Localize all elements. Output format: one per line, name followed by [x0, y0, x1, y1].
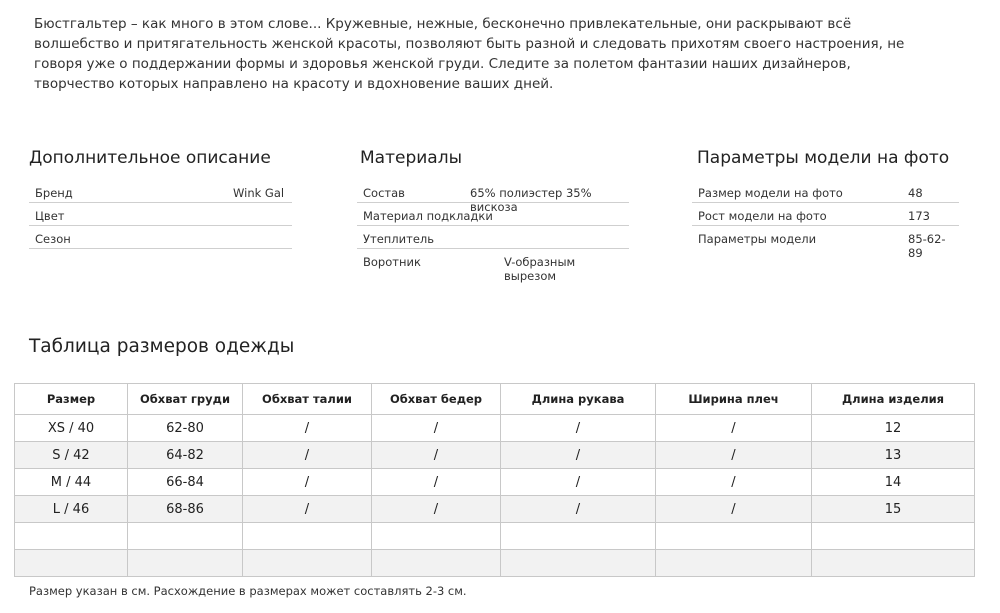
- table-cell: 68-86: [128, 496, 243, 523]
- model-value: 173: [908, 209, 930, 223]
- spec-label: Цвет: [35, 209, 65, 223]
- column-header-size: Размер: [15, 384, 128, 415]
- table-row: [15, 496, 975, 523]
- table-cell: /: [501, 469, 656, 496]
- model-label: Рост модели на фото: [698, 209, 827, 223]
- table-cell: [243, 523, 372, 550]
- table-cell: [501, 550, 656, 577]
- table-cell: L / 46: [15, 496, 128, 523]
- model-row-height: [692, 203, 959, 226]
- table-cell: [15, 550, 128, 577]
- table-cell: /: [501, 415, 656, 442]
- column-header-bust: Обхват груди: [128, 384, 243, 415]
- description-line: волшебство и притягательность женской красоты, позволяют быть разной и следовать прихотям своего настроения, не: [34, 36, 905, 52]
- table-cell: 14: [812, 469, 975, 496]
- table-cell: /: [501, 442, 656, 469]
- model-value: 48: [908, 186, 923, 200]
- table-cell: [128, 550, 243, 577]
- table-cell: /: [372, 496, 501, 523]
- column-header-sleeve: Длина рукава: [501, 384, 656, 415]
- description-line: Бюстгальтер – как много в этом слове... Кружевные, нежные, бесконечно привлекательные, они раскрывают всё: [34, 16, 852, 32]
- material-label: Состав: [363, 186, 405, 200]
- size-table-header-row: [15, 384, 975, 415]
- description-line: говоря уже о поддержании формы и здоровья женской груди. Следите за полетом фантазии наших дизайнеров,: [34, 56, 851, 72]
- table-cell: [372, 550, 501, 577]
- table-cell: /: [243, 415, 372, 442]
- table-cell: /: [656, 496, 812, 523]
- column-header-shoulders: Ширина плеч: [656, 384, 812, 415]
- table-cell: 64-82: [128, 442, 243, 469]
- model-parameters-list: [692, 180, 959, 260]
- column-header-waist: Обхват талии: [243, 384, 372, 415]
- table-cell: XS / 40: [15, 415, 128, 442]
- table-cell: [812, 523, 975, 550]
- materials-list: [357, 180, 629, 283]
- spec-value: Wink Gal: [233, 186, 285, 200]
- column-header-length: Длина изделия: [812, 384, 975, 415]
- spec-label: Бренд: [35, 186, 73, 200]
- table-cell: [372, 523, 501, 550]
- column-header-hips: Обхват бедер: [372, 384, 501, 415]
- model-row-measurements: [692, 226, 959, 260]
- table-cell: /: [656, 442, 812, 469]
- material-row-insulation: [357, 226, 629, 249]
- table-cell: /: [243, 496, 372, 523]
- material-row-collar: [357, 249, 629, 283]
- table-cell: /: [501, 496, 656, 523]
- material-row-lining: [357, 203, 629, 226]
- size-table: [14, 383, 975, 577]
- table-cell: [501, 523, 656, 550]
- model-label: Параметры модели: [698, 232, 817, 246]
- table-cell: [656, 550, 812, 577]
- table-cell: 12: [812, 415, 975, 442]
- table-cell: S / 42: [15, 442, 128, 469]
- table-cell: /: [656, 415, 812, 442]
- model-label: Размер модели на фото: [698, 186, 843, 200]
- size-footnote: Размер указан в см. Расхождение в размерах может составлять 2-3 см.: [29, 584, 467, 598]
- table-cell: [15, 523, 128, 550]
- materials-title: Материалы: [360, 148, 462, 168]
- material-label: Утеплитель: [363, 232, 435, 246]
- spec-row-brand: [29, 180, 292, 203]
- spec-row-season: [29, 226, 292, 249]
- table-cell: /: [656, 469, 812, 496]
- material-label: Воротник: [363, 255, 421, 269]
- table-row: [15, 442, 975, 469]
- spec-label: Сезон: [35, 232, 71, 246]
- table-cell: [656, 523, 812, 550]
- additional-description-title: Дополнительное описание: [29, 148, 271, 168]
- model-parameters-title: Параметры модели на фото: [697, 148, 950, 168]
- table-cell: 15: [812, 496, 975, 523]
- table-row: [15, 523, 975, 550]
- table-cell: /: [243, 469, 372, 496]
- table-cell: 13: [812, 442, 975, 469]
- table-cell: /: [372, 442, 501, 469]
- model-value: 85-62-89: [908, 232, 946, 260]
- description-line: творчество которых направлено на красоту и вдохновение ваших дней.: [34, 76, 554, 92]
- table-cell: 62-80: [128, 415, 243, 442]
- table-cell: /: [372, 469, 501, 496]
- table-cell: [812, 550, 975, 577]
- material-row-composition: [357, 180, 629, 214]
- table-cell: /: [243, 442, 372, 469]
- table-cell: [128, 523, 243, 550]
- table-row: [15, 469, 975, 496]
- material-value: V-образным вырезом: [504, 255, 576, 283]
- table-cell: [243, 550, 372, 577]
- additional-description-list: [29, 180, 292, 249]
- spec-row-color: [29, 203, 292, 226]
- table-cell: M / 44: [15, 469, 128, 496]
- table-row: [15, 415, 975, 442]
- size-table-title: Таблица размеров одежды: [29, 336, 295, 357]
- table-cell: /: [372, 415, 501, 442]
- material-label: Материал подкладки: [363, 209, 493, 223]
- table-cell: 66-84: [128, 469, 243, 496]
- model-row-size: [692, 180, 959, 203]
- product-description: [34, 14, 934, 94]
- material-value: 65% полиэстер 35% вискоза: [470, 186, 592, 214]
- table-row: [15, 550, 975, 577]
